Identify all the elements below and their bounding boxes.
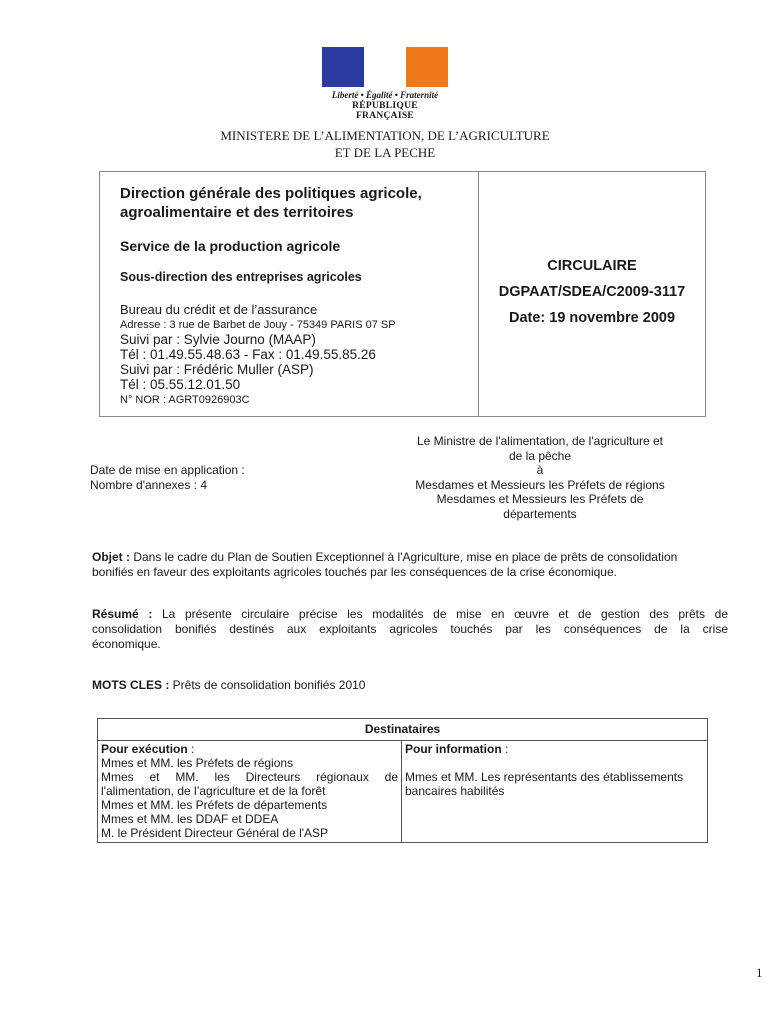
information-suffix: : xyxy=(501,742,509,756)
application-date-label: Date de mise en application : xyxy=(90,463,245,477)
address-text: Adresse : 3 rue de Barbet de Jouy - 75349 PARIS 07 SP xyxy=(120,319,396,331)
page-number: 1 xyxy=(756,965,763,980)
sous-direction-title: Sous-direction des entreprises agricoles xyxy=(120,270,362,284)
ministry-heading xyxy=(0,127,770,161)
resume-line-3: économique. xyxy=(92,637,161,651)
mots-cles-label: MOTS CLES : xyxy=(92,678,170,692)
addressee-line-3: à xyxy=(536,463,544,477)
suivi-1: Suivi par : Sylvie Journo (MAAP) xyxy=(120,332,316,347)
objet-paragraph xyxy=(92,550,732,580)
direction-line-2: agroalimentaire et des territoires xyxy=(120,204,354,221)
addressee-block xyxy=(390,434,690,521)
execution-item: Mmes et MM. les DDAF et DDEA xyxy=(101,812,279,826)
header-box xyxy=(99,171,706,417)
service-title: Service de la production agricole xyxy=(120,238,341,254)
objet-label: Objet : xyxy=(92,550,130,564)
information-label: Pour information xyxy=(405,742,502,756)
tel-2: Tél : 05.55.12.01.50 xyxy=(120,377,241,392)
addressee-line-1: Le Ministre de l'alimentation, de l'agriculture et xyxy=(416,434,664,448)
tel-1: Tél : 01.49.55.48.63 - Fax : 01.49.55.85.26 xyxy=(120,347,376,362)
direction-line-1: Direction générale des politiques agricole, xyxy=(120,185,422,202)
execution-item: l'alimentation, de l’agriculture et de la forêt xyxy=(101,784,326,798)
objet-line-1: Dans le cadre du Plan de Soutien Exceptionnel à l'Agriculture, mise en place de prêts de consolidation xyxy=(130,550,678,564)
addressee-line-4: Mesdames et Messieurs les Préfets de régions xyxy=(415,477,665,492)
ministry-line-1: MINISTERE DE L’ALIMENTATION, DE L’AGRICULTURE xyxy=(220,128,550,143)
suivi-2: Suivi par : Frédéric Muller (ASP) xyxy=(120,362,314,377)
annexes-count: Nombre d'annexes : 4 xyxy=(90,478,208,492)
information-column xyxy=(402,741,707,842)
resume-paragraph xyxy=(92,607,728,652)
republic-logo xyxy=(322,47,448,121)
mots-cles xyxy=(92,678,365,693)
resume-line-1: La présente circulaire précise les modalités de mise en œuvre et de gestion des prêts de xyxy=(152,607,728,621)
execution-item: Mmes et MM. les Préfets de régions xyxy=(101,756,294,770)
objet-line-2: bonifiés en faveur des exploitants agricoles touchés par les conséquences de la crise économique. xyxy=(92,565,617,579)
logo-republique: RÉPUBLIQUE FRANÇAISE xyxy=(352,101,418,121)
circular-type: CIRCULAIRE xyxy=(547,258,637,274)
ministry-line-2: ET DE LA PECHE xyxy=(334,145,436,160)
direction-title xyxy=(120,184,422,222)
execution-label: Pour exécution xyxy=(101,742,188,756)
addressee-line-5: Mesdames et Messieurs les Préfets de xyxy=(436,492,644,506)
addressee-line-6: départements xyxy=(503,506,577,521)
resume-line-2: consolidation bonifiés destinés aux exploitants agricoles touchés par les conséquences de la crise xyxy=(92,622,728,636)
information-item: bancaires habilités xyxy=(405,784,505,798)
circular-date: Date: 19 novembre 2009 xyxy=(508,310,676,326)
execution-suffix: : xyxy=(187,742,195,756)
marianne-flag-icon xyxy=(322,47,448,87)
logo-motto: Liberté • Égalité • Fraternité xyxy=(331,90,439,100)
execution-item: Mmes et MM. les Directeurs régionaux de xyxy=(101,770,398,784)
addressee-line-2: de la pêche xyxy=(508,448,572,463)
circular-reference: DGPAAT/SDEA/C2009-3117 xyxy=(498,284,686,300)
information-item: Mmes et MM. Les représentants des établissements xyxy=(405,770,684,784)
execution-item: M. le Président Directeur Général de l'ASP xyxy=(101,826,329,840)
nor-number: N° NOR : AGRT0926903C xyxy=(120,394,250,406)
mots-cles-value: Prêts de consolidation bonifiés 2010 xyxy=(169,678,366,692)
destinataires-table xyxy=(97,718,708,843)
execution-column xyxy=(98,741,402,842)
application-info xyxy=(90,463,245,493)
execution-item: Mmes et MM. les Préfets de départements xyxy=(101,798,328,812)
destinataires-title: Destinataires xyxy=(98,719,707,741)
resume-label: Résumé : xyxy=(92,607,153,621)
bureau-label: Bureau du crédit et de l’assurance xyxy=(120,302,318,317)
